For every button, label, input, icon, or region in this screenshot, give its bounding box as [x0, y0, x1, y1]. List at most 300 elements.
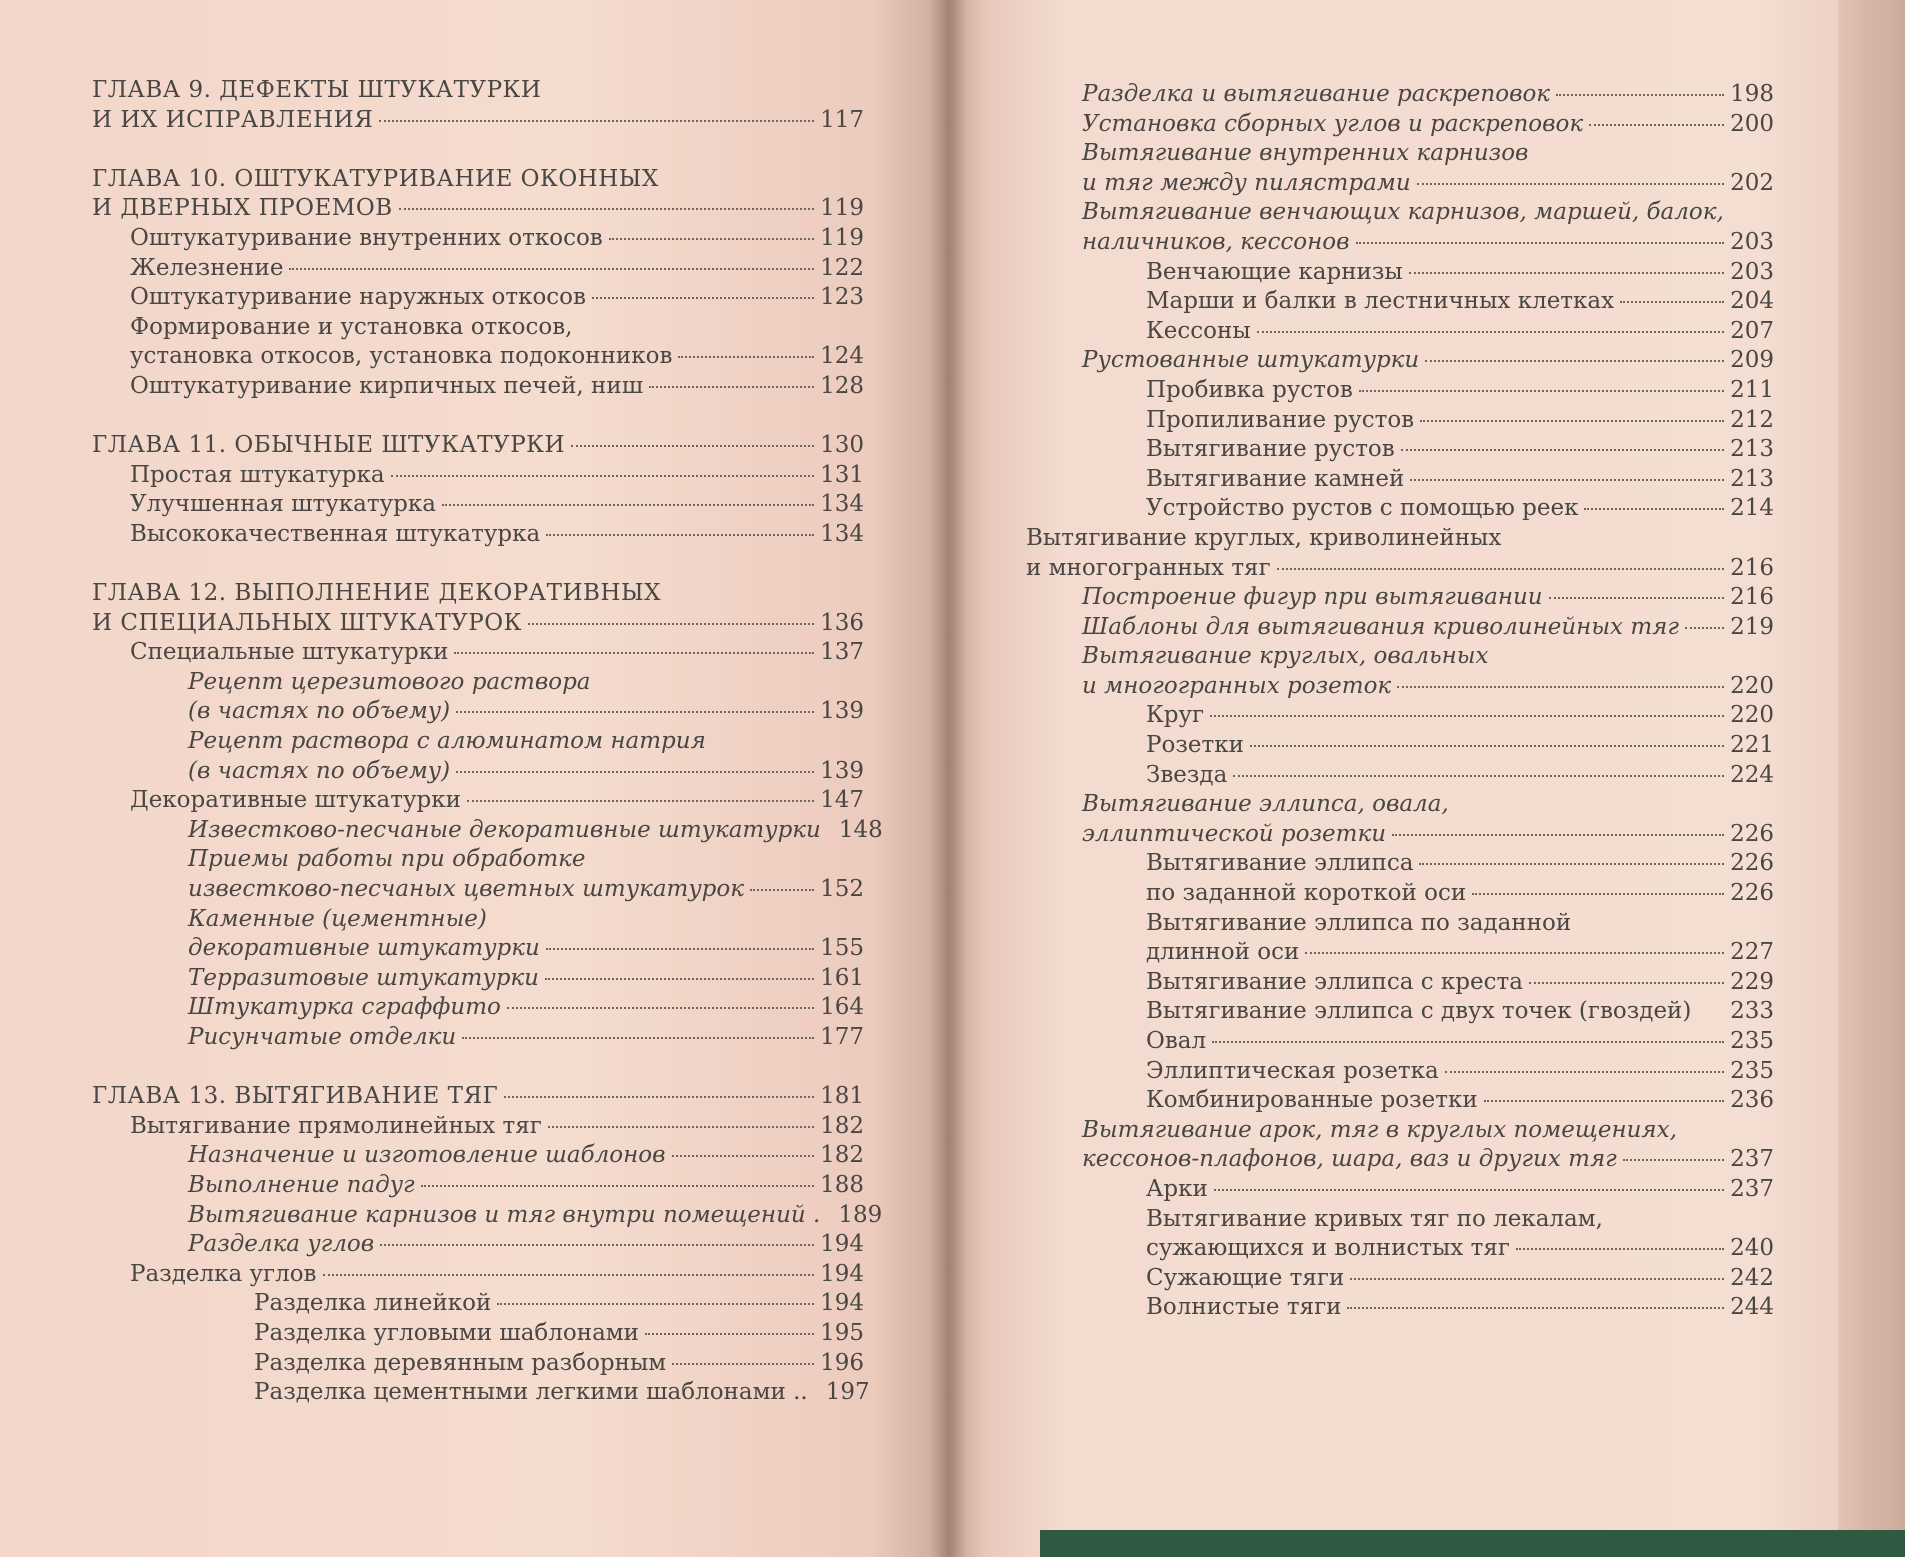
- toc-entry: [1026, 169, 1774, 199]
- toc-page-number: 203: [1730, 228, 1774, 255]
- toc-page-number: 203: [1730, 258, 1774, 285]
- toc-entry-title: Оштукатуривание внутренних откосов: [130, 224, 603, 251]
- toc-dot-leader: [1445, 1071, 1724, 1073]
- toc-dot-leader: [546, 534, 814, 536]
- toc-entry: [1026, 1205, 1774, 1235]
- toc-entry-title: Разделка угловыми шаблонами: [254, 1319, 640, 1346]
- toc-entry: [1026, 938, 1774, 968]
- toc-entry-title: Простая штукатурка: [130, 461, 385, 488]
- toc-entry: [1026, 1116, 1774, 1146]
- toc-dot-leader: [1472, 893, 1724, 895]
- toc-entry: [1026, 701, 1774, 731]
- toc-page-number: 147: [820, 787, 864, 814]
- toc-page-number: 117: [820, 106, 864, 133]
- toc-entry: [1026, 1057, 1774, 1087]
- toc-dot-leader: [1685, 627, 1724, 629]
- toc-entry: [1026, 465, 1774, 495]
- toc-entry-title: Марши и балки в лестничных клетках: [1146, 288, 1615, 315]
- toc-entry: [92, 964, 864, 994]
- toc-entry-title: Разделка углов: [188, 1231, 375, 1258]
- toc-entry: [1026, 198, 1774, 228]
- toc-entry-title: Терразитовые штукатурки: [188, 964, 539, 991]
- toc-entry: [1026, 1234, 1774, 1264]
- toc-dot-leader: [467, 800, 814, 802]
- toc-entry: [1026, 139, 1774, 169]
- toc-entry-title: Штукатурка сграффито: [188, 994, 501, 1021]
- toc-entry: [1026, 346, 1774, 376]
- toc-entry: [92, 816, 883, 846]
- toc-entry: [92, 757, 864, 787]
- toc-entry-title: Вытягивание эллипса, овала,: [1082, 791, 1449, 818]
- toc-entry: [1026, 1145, 1774, 1175]
- toc-page-number: 229: [1730, 968, 1774, 995]
- toc-chapter-entry: [92, 1082, 864, 1112]
- toc-entry-title: Рисунчатые отделки: [188, 1024, 457, 1050]
- toc-entry-title: кессонов-плафонов, шара, ваз и других тяг: [1082, 1146, 1617, 1173]
- toc-entry-title: сужающихся и волнистых тяг: [1146, 1235, 1510, 1262]
- left-toc-list: [92, 76, 883, 1408]
- toc-dot-leader: [609, 238, 814, 240]
- toc-dot-leader: [462, 1037, 814, 1039]
- toc-entry: [1026, 672, 1774, 702]
- toc-entry-title: Разделка и вытягивание раскреповок: [1082, 81, 1551, 107]
- toc-entry: [92, 1319, 864, 1349]
- toc-page-number: 209: [1730, 347, 1774, 374]
- toc-page-number: 194: [820, 1290, 864, 1317]
- toc-dot-leader: [380, 1244, 814, 1246]
- toc-entry-title: Железнение: [130, 254, 284, 281]
- toc-page-number: 221: [1730, 732, 1774, 759]
- toc-chapter-entry: [92, 431, 864, 461]
- toc-page-number: 207: [1730, 317, 1774, 344]
- toc-entry-title: и многогранных розеток: [1082, 672, 1392, 699]
- toc-entry: [1026, 997, 1774, 1027]
- toc-entry-title: эллиптической розетки: [1082, 820, 1387, 847]
- toc-dot-leader: [507, 1007, 814, 1009]
- toc-dot-leader: [645, 1333, 814, 1335]
- toc-entry-title: И ДВЕРНЫХ ПРОЕМОВ: [92, 195, 393, 222]
- toc-dot-leader: [649, 386, 814, 388]
- green-cover-edge: [1040, 1530, 1905, 1557]
- toc-page-number: 136: [820, 609, 864, 636]
- toc-entry: [1026, 790, 1774, 820]
- toc-page-number: 237: [1730, 1146, 1774, 1173]
- toc-page-number: 124: [820, 343, 864, 370]
- toc-entry-title: ГЛАВА 9. ДЕФЕКТЫ ШТУКАТУРКИ: [92, 77, 542, 103]
- toc-entry: [92, 372, 864, 402]
- toc-page-number: 128: [820, 372, 864, 399]
- toc-entry: [92, 668, 864, 698]
- toc-entry-title: Вытягивание арок, тяг в круглых помещениях,: [1082, 1116, 1677, 1143]
- toc-entry-title: Построение фигур при вытягивании: [1082, 584, 1543, 611]
- toc-entry: [92, 283, 864, 313]
- toc-entry-title: Эллиптическая розетка: [1146, 1057, 1439, 1084]
- toc-page-number: 131: [820, 461, 864, 488]
- toc-entry: [1026, 761, 1774, 791]
- toc-dot-leader: [1401, 449, 1724, 451]
- toc-entry: [92, 993, 864, 1023]
- toc-dot-leader: [421, 1185, 814, 1187]
- toc-entry-title: Вытягивание прямолинейных тяг: [130, 1112, 542, 1139]
- toc-page-number: 220: [1730, 702, 1774, 729]
- toc-entry: [1026, 376, 1774, 406]
- toc-page-number: 164: [820, 994, 864, 1021]
- toc-entry: [92, 1201, 883, 1231]
- toc-page-number: 200: [1730, 110, 1774, 137]
- toc-page-number: 235: [1730, 1028, 1774, 1054]
- toc-entry: [1026, 849, 1774, 879]
- toc-entry-title: Рустованные штукатурки: [1082, 347, 1420, 374]
- toc-entry: [1026, 406, 1774, 436]
- toc-entry-title: Вытягивание круглых, криволинейных: [1026, 524, 1502, 551]
- toc-entry: [1026, 80, 1774, 110]
- toc-page-number: 194: [820, 1260, 864, 1287]
- toc-entry-title: ГЛАВА 11. ОБЫЧНЫЕ ШТУКАТУРКИ: [92, 432, 566, 459]
- toc-entry-title: Известково-песчаные декоративные штукатурки: [188, 816, 821, 843]
- toc-dot-leader: [1359, 390, 1724, 392]
- toc-page-number: 237: [1730, 1175, 1774, 1202]
- toc-entry-title: Каменные (цементные): [188, 905, 487, 932]
- toc-entry: [92, 1171, 864, 1201]
- toc-page-number: 181: [820, 1083, 864, 1110]
- toc-page-number: 219: [1730, 613, 1774, 640]
- toc-entry-title: Вытягивание кривых тяг по лекалам,: [1146, 1205, 1603, 1232]
- toc-dot-leader: [399, 208, 815, 210]
- toc-entry-title: наличников, кессонов: [1082, 228, 1350, 255]
- toc-page-number: 226: [1730, 880, 1774, 907]
- toc-page-number: 224: [1730, 761, 1774, 788]
- toc-dot-leader: [672, 1155, 815, 1157]
- toc-page-number: 233: [1730, 998, 1774, 1025]
- toc-entry: [1026, 879, 1774, 909]
- toc-dot-leader: [1347, 1307, 1724, 1309]
- toc-spacer: [92, 135, 864, 165]
- toc-page-number: 227: [1730, 939, 1774, 966]
- toc-dot-leader: [1556, 94, 1724, 96]
- toc-dot-leader: [1549, 597, 1724, 599]
- toc-page-number: 134: [820, 491, 864, 518]
- book-gutter: [930, 0, 966, 1557]
- toc-entry-title: Сужающие тяги: [1146, 1264, 1345, 1291]
- toc-entry-title: и многогранных тяг: [1026, 554, 1271, 581]
- toc-entry-title: Вытягивание камней: [1146, 465, 1405, 492]
- toc-page-number: 161: [820, 964, 864, 991]
- toc-entry: [92, 490, 864, 520]
- toc-page-number: 182: [820, 1112, 864, 1139]
- toc-entry-title: Вытягивание эллипса по заданной: [1146, 909, 1572, 936]
- toc-dot-leader: [1350, 1278, 1724, 1280]
- toc-dot-leader: [1257, 331, 1724, 333]
- toc-page-number: 148: [838, 816, 883, 843]
- toc-page-number: 235: [1730, 1057, 1774, 1084]
- toc-dot-leader: [1697, 1011, 1724, 1013]
- toc-entry-title: Вытягивание рустов: [1146, 436, 1395, 463]
- toc-entry: [1026, 1264, 1774, 1294]
- toc-entry-title: Разделка линейкой: [254, 1290, 492, 1317]
- toc-entry-title: И ИХ ИСПРАВЛЕНИЯ: [92, 106, 374, 133]
- toc-entry-title: Вытягивание карнизов и тяг внутри помещений .: [188, 1201, 821, 1228]
- toc-page-number: 195: [820, 1319, 864, 1346]
- toc-entry: [1026, 968, 1774, 998]
- toc-page-number: 242: [1730, 1264, 1774, 1291]
- toc-dot-leader: [454, 652, 814, 654]
- toc-dot-leader: [678, 356, 814, 358]
- toc-dot-leader: [504, 1096, 814, 1098]
- toc-chapter-entry: [92, 609, 864, 639]
- toc-entry-title: Разделка углов: [130, 1260, 317, 1287]
- toc-dot-leader: [1305, 952, 1724, 954]
- toc-dot-leader: [1397, 686, 1724, 688]
- toc-dot-leader: [1516, 1248, 1724, 1250]
- toc-entry-title: Вытягивание эллипса с двух точек (гвоздей): [1146, 998, 1692, 1025]
- toc-dot-leader: [1233, 775, 1724, 777]
- toc-entry: [92, 1141, 864, 1171]
- toc-entry: [92, 845, 864, 875]
- toc-page-number: 204: [1730, 288, 1774, 315]
- toc-entry: [1026, 1086, 1774, 1116]
- toc-entry: [1026, 228, 1774, 258]
- toc-entry-title: декоративные штукатурки: [188, 935, 540, 962]
- toc-entry-title: Устройство рустов с помощью реек: [1146, 495, 1579, 522]
- toc-entry-title: Пропиливание рустов: [1146, 406, 1415, 433]
- toc-entry: [92, 1230, 864, 1260]
- toc-entry-title: Рецепт раствора с алюминатом натрия: [188, 728, 706, 755]
- toc-dot-leader: [1410, 479, 1724, 481]
- toc-dot-leader: [1409, 272, 1724, 274]
- toc-page-number: 155: [820, 935, 864, 962]
- toc-entry: [1026, 583, 1774, 613]
- toc-page-number: 213: [1730, 465, 1774, 492]
- toc-entry-title: Вытягивание эллипса: [1146, 850, 1414, 877]
- left-page: [0, 0, 948, 1557]
- toc-entry-title: (в частях по объему): [188, 757, 451, 784]
- right-page: [948, 0, 1905, 1557]
- toc-dot-leader: [528, 623, 814, 625]
- toc-page-number: 214: [1730, 495, 1774, 522]
- toc-entry-title: Установка сборных углов и раскреповок: [1082, 110, 1584, 137]
- toc-entry: [92, 786, 864, 816]
- toc-entry: [92, 254, 864, 284]
- toc-dot-leader: [1419, 863, 1724, 865]
- toc-dot-leader: [456, 711, 814, 713]
- toc-entry-title: Оштукатуривание кирпичных печей, ниш: [130, 372, 644, 399]
- toc-entry: [1026, 110, 1774, 140]
- toc-dot-leader: [571, 445, 814, 447]
- toc-page-number: 122: [820, 254, 864, 281]
- toc-entry: [92, 1112, 864, 1142]
- toc-entry: [1026, 258, 1774, 288]
- toc-entry-title: Звезда: [1146, 761, 1228, 788]
- toc-page-number: 194: [820, 1231, 864, 1258]
- toc-page-number: 226: [1730, 850, 1774, 877]
- toc-entry: [92, 1378, 870, 1408]
- toc-entry: [92, 905, 864, 935]
- toc-page-number: 137: [820, 639, 864, 666]
- toc-entry: [92, 342, 864, 372]
- toc-dot-leader: [1425, 360, 1724, 362]
- toc-entry-title: Пробивка рустов: [1146, 376, 1353, 403]
- toc-page-number: 216: [1730, 584, 1774, 611]
- toc-dot-leader: [1589, 124, 1724, 126]
- toc-entry-title: Овал: [1146, 1028, 1207, 1054]
- toc-page-number: 188: [820, 1171, 864, 1198]
- toc-entry-title: Венчающие карнизы: [1146, 258, 1403, 285]
- toc-dot-leader: [1529, 982, 1724, 984]
- toc-entry-title: Специальные штукатурки: [130, 639, 449, 666]
- toc-page-number: 134: [820, 520, 864, 547]
- toc-entry-title: Оштукатуривание наружных откосов: [130, 284, 586, 311]
- toc-dot-leader: [750, 889, 814, 891]
- toc-entry: [92, 638, 864, 668]
- toc-entry-title: Приемы работы при обработке: [188, 846, 586, 873]
- toc-chapter-entry: [92, 194, 864, 224]
- toc-entry: [92, 727, 864, 757]
- toc-entry: [1026, 554, 1774, 584]
- toc-dot-leader: [1484, 1100, 1724, 1102]
- toc-chapter-entry: [92, 579, 864, 609]
- toc-entry: [1026, 317, 1774, 347]
- toc-page-number: 130: [820, 432, 864, 459]
- toc-page-number: 152: [820, 876, 864, 903]
- toc-entry: [1026, 909, 1774, 939]
- toc-page-number: 198: [1730, 81, 1774, 107]
- toc-dot-leader: [826, 1215, 832, 1217]
- toc-page-number: 139: [820, 757, 864, 784]
- toc-entry: [1026, 435, 1774, 465]
- toc-dot-leader: [1623, 1159, 1724, 1161]
- toc-entry-title: Вытягивание венчающих карнизов, маршей, балок,: [1082, 199, 1724, 226]
- toc-entry-title: Рецепт церезитового раствора: [188, 668, 591, 695]
- toc-entry-title: Вытягивание эллипса с креста: [1146, 968, 1523, 995]
- toc-entry: [1026, 1175, 1774, 1205]
- toc-entry: [92, 520, 864, 550]
- toc-entry: [1026, 613, 1774, 643]
- toc-dot-leader: [1417, 183, 1724, 185]
- toc-entry: [92, 697, 864, 727]
- toc-dot-leader: [456, 771, 814, 773]
- toc-entry-title: Вытягивание круглых, овальных: [1082, 643, 1489, 670]
- toc-entry-title: (в частях по объему): [188, 698, 451, 725]
- toc-page-number: 196: [820, 1349, 864, 1376]
- toc-entry: [1026, 1293, 1774, 1323]
- toc-entry-title: установка откосов, установка подоконников: [130, 343, 673, 370]
- toc-entry-title: Разделка деревянным разборным: [254, 1349, 667, 1376]
- toc-entry: [92, 461, 864, 491]
- toc-entry-title: ГЛАВА 10. ОШТУКАТУРИВАНИЕ ОКОННЫХ: [92, 165, 659, 192]
- toc-dot-leader: [546, 948, 814, 950]
- toc-page-number: 211: [1730, 376, 1774, 403]
- toc-page-number: 236: [1730, 1087, 1774, 1114]
- toc-page-number: 139: [820, 698, 864, 725]
- toc-entry: [92, 875, 864, 905]
- cover-edge: [1838, 0, 1905, 1557]
- toc-chapter-entry: [92, 76, 864, 106]
- toc-dot-leader: [827, 830, 833, 832]
- toc-entry: [92, 1260, 864, 1290]
- toc-entry: [1026, 287, 1774, 317]
- toc-entry-title: известково-песчаных цветных штукатурок: [188, 876, 744, 903]
- toc-dot-leader: [1212, 1041, 1724, 1043]
- toc-dot-leader: [814, 1392, 820, 1394]
- toc-entry-title: Шаблоны для вытягивания криволинейных тяг: [1082, 613, 1680, 640]
- toc-dot-leader: [1420, 420, 1724, 422]
- toc-page-number: 244: [1730, 1294, 1774, 1321]
- toc-dot-leader: [497, 1303, 814, 1305]
- toc-entry-title: Кессоны: [1146, 317, 1251, 344]
- toc-page-number: 119: [820, 224, 864, 251]
- toc-dot-leader: [1356, 242, 1725, 244]
- toc-entry-title: Круг: [1146, 702, 1205, 729]
- toc-entry-title: Розетки: [1146, 732, 1244, 759]
- toc-entry-title: Декоративные штукатурки: [130, 787, 461, 814]
- toc-dot-leader: [548, 1126, 814, 1128]
- toc-spacer: [92, 550, 864, 580]
- toc-page-number: 177: [820, 1024, 864, 1050]
- toc-entry: [92, 1349, 864, 1379]
- toc-dot-leader: [442, 504, 814, 506]
- toc-page-number: 202: [1730, 169, 1774, 196]
- toc-entry: [92, 224, 864, 254]
- toc-entry-title: Разделка цементными легкими шаблонами ..: [254, 1379, 808, 1406]
- toc-spacer: [92, 1053, 864, 1083]
- toc-page-number: 189: [838, 1201, 883, 1228]
- toc-page-number: 197: [825, 1379, 870, 1406]
- toc-page-number: 119: [820, 195, 864, 222]
- toc-entry-title: ГЛАВА 12. ВЫПОЛНЕНИЕ ДЕКОРАТИВНЫХ: [92, 580, 661, 607]
- toc-dot-leader: [379, 120, 814, 122]
- toc-entry: [92, 1023, 864, 1053]
- toc-entry-title: Арки: [1146, 1175, 1208, 1202]
- toc-chapter-entry: [92, 106, 864, 136]
- toc-dot-leader: [1210, 715, 1724, 717]
- toc-page-number: 212: [1730, 406, 1774, 433]
- toc-entry: [1026, 524, 1774, 554]
- toc-entry: [92, 1289, 864, 1319]
- toc-dot-leader: [289, 268, 814, 270]
- toc-page-number: 216: [1730, 554, 1774, 581]
- toc-entry: [1026, 642, 1774, 672]
- toc-page-number: 220: [1730, 672, 1774, 699]
- toc-dot-leader: [592, 297, 814, 299]
- toc-dot-leader: [1584, 508, 1724, 510]
- toc-page-number: 182: [820, 1142, 864, 1169]
- toc-entry-title: длинной оси: [1146, 939, 1300, 966]
- toc-entry: [92, 313, 864, 343]
- toc-dot-leader: [1214, 1189, 1724, 1191]
- toc-page-number: 213: [1730, 436, 1774, 463]
- toc-dot-leader: [1392, 834, 1724, 836]
- toc-chapter-entry: [92, 165, 864, 195]
- toc-dot-leader: [672, 1363, 814, 1365]
- toc-dot-leader: [1277, 568, 1724, 570]
- toc-page-number: 240: [1730, 1235, 1774, 1262]
- toc-dot-leader: [1250, 745, 1724, 747]
- toc-entry-title: Высококачественная штукатурка: [130, 520, 541, 547]
- toc-page-number: 226: [1730, 820, 1774, 847]
- toc-entry: [1026, 731, 1774, 761]
- toc-dot-leader: [1620, 301, 1724, 303]
- toc-dot-leader: [323, 1274, 815, 1276]
- toc-entry-title: Вытягивание внутренних карнизов: [1082, 140, 1529, 167]
- toc-entry: [1026, 820, 1774, 850]
- toc-entry-title: Комбинированные розетки: [1146, 1087, 1478, 1114]
- toc-entry-title: Формирование и установка откосов,: [130, 313, 573, 340]
- toc-entry: [1026, 1027, 1774, 1057]
- toc-dot-leader: [391, 475, 815, 477]
- toc-spacer: [92, 402, 864, 432]
- right-toc-list: [1026, 80, 1774, 1323]
- toc-entry: [92, 934, 864, 964]
